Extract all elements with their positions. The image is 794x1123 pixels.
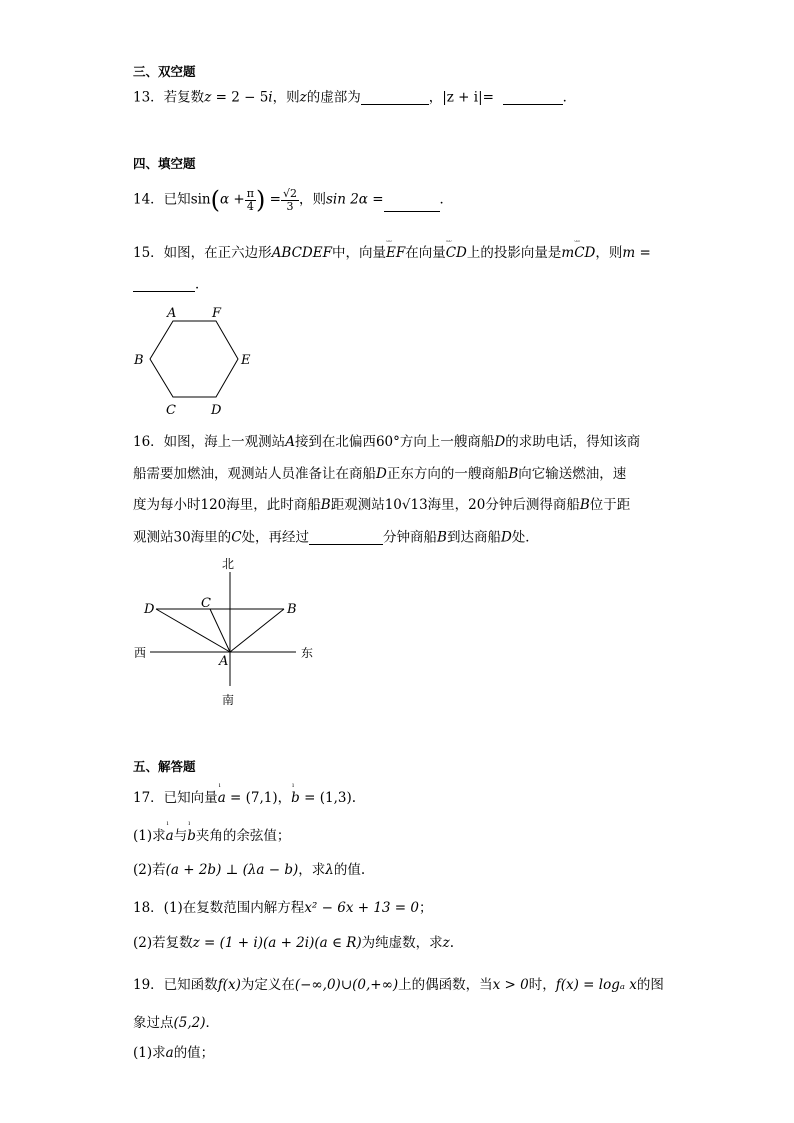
q17-p1-text-c: 夹角的余弦值； (195, 828, 291, 844)
q16-var-b2: B (320, 497, 331, 513)
q14-frac-rhs (281, 188, 299, 212)
q19-point: (5,2) (173, 1015, 206, 1031)
question-15 (133, 247, 651, 261)
q15-vector-ef: ᵕᵕᵕ EF (386, 247, 405, 261)
question-13 (133, 91, 576, 105)
q18-p1-text: 18．(1)在复数范围内解方程 (133, 900, 305, 916)
q17-text: 17．已知向量 (133, 790, 218, 806)
q17-p2-text-b: ，求 (298, 862, 326, 878)
q19-fx-def: f(x) = logₐ x (555, 977, 637, 993)
q16-text-1c: 方向上一艘商船 (399, 434, 495, 450)
answer-blank-13b[interactable] (503, 91, 563, 105)
q13-end: ． (562, 89, 577, 106)
q16-text-3b: 海里，此时商船 (226, 497, 321, 513)
question-18-part2 (133, 937, 454, 951)
q14-eq: = (265, 191, 281, 208)
question-17-part2 (133, 864, 365, 878)
q16-dist30: 30 (173, 529, 191, 546)
question-14 (133, 186, 454, 215)
q19-text-l2a: 象过点 (133, 1015, 174, 1031)
compass-figure (130, 552, 330, 712)
question-16-line2 (133, 468, 626, 482)
q13-text-b: ，则 (272, 89, 300, 106)
q15-text-c: 在向量 (405, 245, 446, 261)
q17-end: . (351, 790, 357, 806)
q14-paren-close: ) (255, 186, 266, 215)
q15-m2: m (622, 245, 636, 261)
q13-abs-expr: |z + i|= (442, 89, 494, 106)
q16-text-4e: 到达商船 (446, 529, 501, 546)
q19-domain: (−∞,0)∪(0,+∞) (294, 977, 399, 993)
q16-var-d: D (494, 434, 506, 450)
label-b: B (287, 602, 297, 617)
q17-p1-vector-a: ˡ a (166, 830, 174, 844)
answer-blank-15[interactable] (133, 278, 195, 292)
question-16-line3 (133, 499, 630, 513)
q13-i: i (268, 89, 273, 106)
q15-text-b: 中，向量 (331, 245, 386, 261)
q17-b-value: = (1,3) (299, 790, 352, 806)
answer-blank-16[interactable] (309, 531, 383, 545)
q14-frac-num2: √2 (282, 187, 297, 200)
section-heading-3: 三、双空题 (133, 64, 196, 79)
q14-paren-open: ( (210, 186, 221, 215)
q16-text-4c: 处，再经过 (241, 529, 310, 546)
q13-text: 13．若复数 (133, 89, 205, 106)
question-19 (133, 979, 664, 993)
q16-text-4d: 分钟商船 (383, 529, 438, 546)
q16-var-c: C (231, 529, 242, 546)
q18-p2-text: (2)若复数 (133, 935, 193, 951)
q16-text-3c: 距观测站 (330, 497, 385, 513)
q19-text-e: 的图 (636, 977, 664, 993)
q15-m: m (561, 245, 575, 261)
q16-text-3f: 位于距 (589, 497, 631, 513)
question-15-line2 (133, 278, 209, 292)
q16-text-4b: 海里的 (190, 529, 232, 546)
q16-var-b: B (508, 466, 519, 482)
line-ad (156, 609, 230, 652)
label-d: D (144, 602, 155, 617)
q17-a-value: = (7,1) (225, 790, 278, 806)
q13-comma: ， (428, 89, 443, 106)
q16-text-4a: 观测站 (133, 529, 174, 546)
q16-var-d2: D (376, 466, 387, 482)
q14-frac-den: 4 (246, 199, 254, 213)
q19-text: 19．已知函数 (133, 977, 218, 993)
q19-text-c: 上的偶函数，当 (398, 977, 493, 993)
q18-p2-text-b: 为纯虚数，求 (361, 935, 443, 951)
line-ac (210, 609, 230, 652)
q17-p1-text-b: 与 (173, 828, 188, 844)
question-17-part1 (133, 830, 290, 844)
q14-text: 14．已知 (133, 191, 191, 208)
q15-vector-mcd: ᵕᵕᵕ CD (574, 247, 595, 261)
q16-text-1b: 接到在北偏西 (294, 434, 376, 450)
q17-p1-text: (1)求 (133, 828, 166, 844)
q14-frac-pi4 (245, 188, 256, 212)
q17-p2-expr: (a + 2b) ⊥ (λa − b) (165, 862, 299, 878)
q16-text-3e: 分钟后测得商船 (485, 497, 580, 513)
q15-hexagon-name: ABCDEF (271, 245, 332, 261)
q16-text-3a: 度为每小时 (133, 497, 201, 513)
q15-vector-cd: ᵕᵕᵕ CD (446, 247, 467, 261)
q19-condition: x > 0 (492, 977, 529, 993)
section-heading-5: 五、解答题 (133, 759, 196, 774)
q14-sin: sin (190, 191, 211, 208)
q16-text-2c: 向它输送燃油，速 (518, 466, 627, 482)
hex-label-a: A (167, 306, 177, 321)
q18-equation: x² − 6x + 13 = 0 (304, 900, 419, 916)
q16-minutes: 20 (468, 497, 486, 513)
question-19-line2 (133, 1017, 219, 1031)
q16-speed: 120 (200, 497, 227, 513)
q14-frac-den2: 3 (286, 199, 294, 213)
q17-p2-lambda: λ (325, 862, 334, 878)
q19-p1-end: 的值； (173, 1045, 215, 1061)
q16-text-1d: 的求助电话，得知该商 (505, 434, 641, 450)
q14-frac-num: π (246, 187, 254, 200)
label-west: 西 (134, 646, 147, 660)
section-heading-4: 四、填空题 (133, 156, 196, 171)
q18-p2-expr: z = (1 + i)(a + 2i)(a ∈ R) (192, 935, 362, 951)
q16-distance: 10√13 (384, 497, 428, 513)
q15-text-e: ，则 (595, 245, 623, 261)
q19-text-b: 为定义在 (240, 977, 295, 993)
q17-vector-b: ˡ b (291, 792, 300, 806)
q14-alpha: α + (220, 191, 245, 208)
q16-var-b4: B (437, 529, 447, 546)
q19-p1-var: a (165, 1045, 174, 1061)
q13-eq: = 2 − 5 (211, 89, 269, 106)
question-17 (133, 792, 356, 806)
q16-text-4f: 处． (511, 529, 539, 546)
q16-angle: 60° (375, 434, 400, 450)
q13-text-c: 的虚部为 (306, 89, 361, 106)
q16-text-2b: 正东方向的一艘商船 (386, 466, 509, 482)
q19-text-d: 时， (528, 977, 556, 993)
q19-p1-text: (1)求 (133, 1045, 166, 1061)
q19-fx: f(x) (217, 977, 241, 993)
q15-text-d: 上的投影向量是 (466, 245, 562, 261)
label-c: C (201, 596, 211, 611)
q14-sin2a: sin 2α = (325, 191, 384, 208)
hexagon-shape (150, 321, 238, 397)
q16-text-3d: 海里， (427, 497, 469, 513)
hex-label-e: E (241, 353, 251, 368)
q17-vector-a: ˡ a (218, 792, 226, 806)
q15-end: ． (195, 276, 209, 293)
label-a: A (219, 654, 229, 669)
question-18-part1 (133, 902, 433, 916)
label-south: 南 (222, 693, 235, 707)
q15-text: 15．如图，在正六边形 (133, 245, 272, 261)
answer-blank-13a[interactable] (361, 91, 429, 105)
question-16-line1 (133, 436, 640, 450)
question-19-part1 (133, 1047, 214, 1061)
hexagon-figure (130, 300, 260, 424)
q16-var-d3: D (500, 529, 512, 546)
q16-var-a: A (285, 434, 295, 450)
line-ab (230, 609, 284, 652)
hex-label-c: C (166, 403, 176, 418)
question-16-line4 (133, 531, 539, 545)
q16-text-2a: 船需要加燃油，观测站人员准备让在商船 (133, 466, 376, 482)
q18-p2-z: z (442, 935, 450, 951)
hex-label-f: F (212, 306, 222, 321)
q17-p2-text: (2)若 (133, 862, 166, 878)
q19-text-l2b: ． (205, 1015, 220, 1031)
q18-p1-end: ； (419, 900, 433, 916)
q15-eq: = (635, 245, 651, 261)
q14-text-b: ，则 (298, 191, 326, 208)
q13-var-z: z (204, 89, 212, 106)
q16-text-1a: 16．如图，海上一观测站 (133, 434, 286, 450)
label-east: 东 (301, 646, 314, 660)
answer-blank-14[interactable] (384, 198, 440, 212)
hex-label-d: D (211, 403, 222, 418)
q17-p1-vector-b: ˡ b (187, 830, 196, 844)
q16-var-b3: B (579, 497, 590, 513)
q14-end: ． (439, 191, 454, 208)
q13-var-z2: z (299, 89, 307, 106)
hex-label-b: B (134, 353, 144, 368)
q17-p2-text-c: 的值. (333, 862, 366, 878)
q17-sep: ， (277, 790, 292, 806)
q18-p2-end: . (449, 935, 455, 951)
label-north: 北 (222, 557, 235, 571)
